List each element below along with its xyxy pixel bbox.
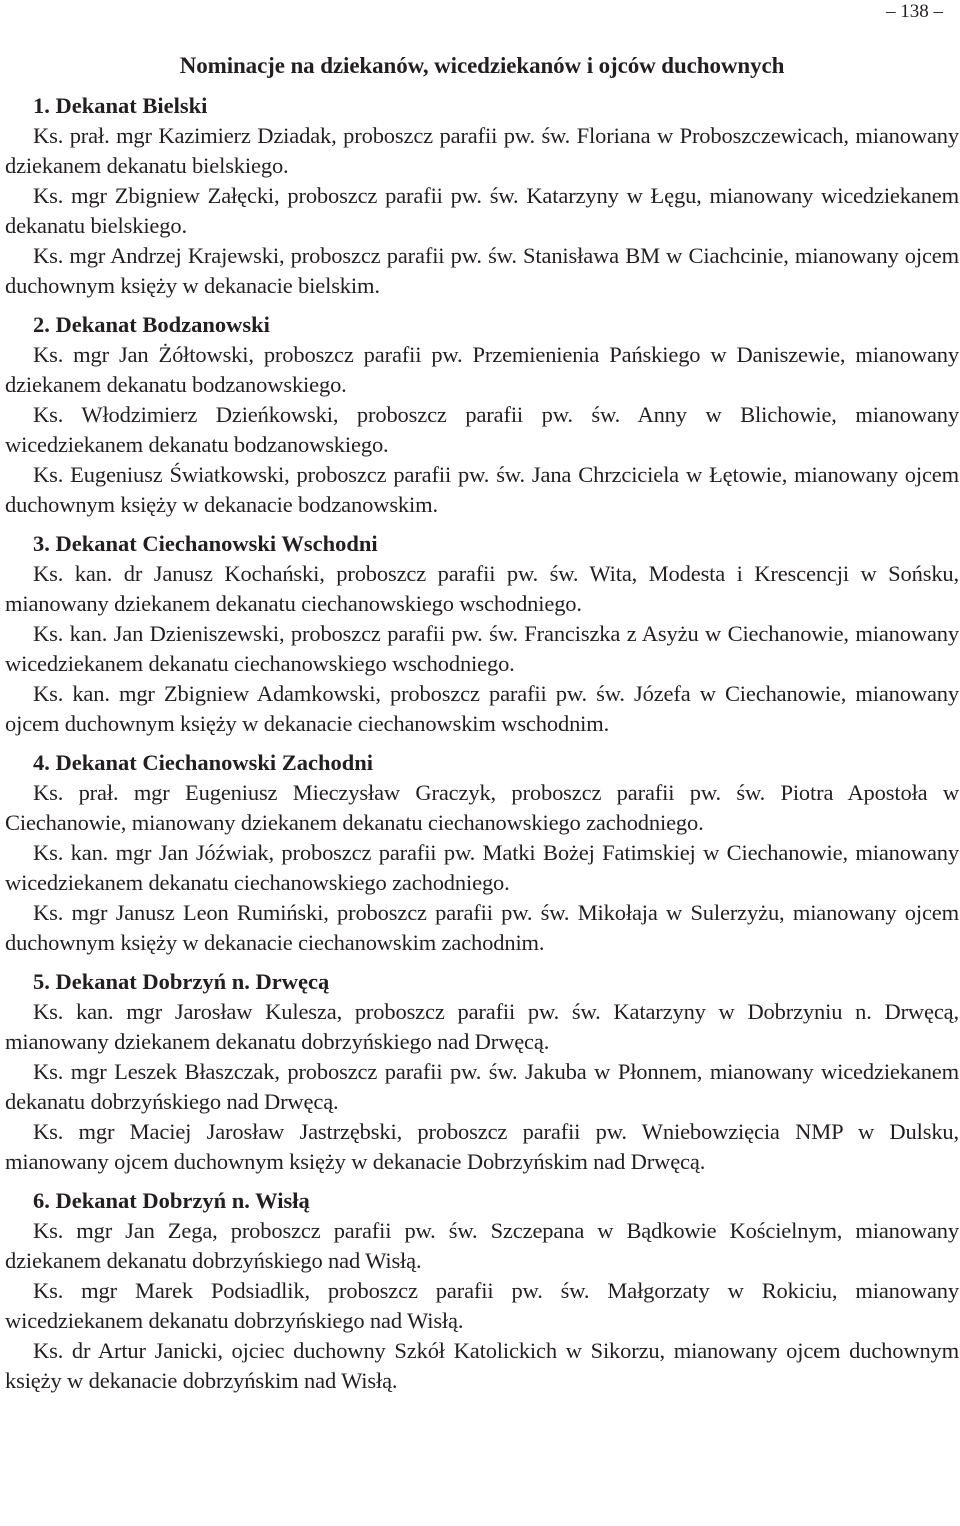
section-heading: 2. Dekanat Bodzanowski <box>33 312 270 337</box>
section-heading: 4. Dekanat Ciechanowski Zachodni <box>33 750 374 775</box>
nomination-entry: Ks. kan. mgr Jarosław Kulesza, proboszcz parafii pw. św. Katarzyny w Dobrzyniu n. Drwęcą, mianowany dziekanem dekanatu dobrzyńskiego nad Drwęcą. <box>5 999 959 1054</box>
nomination-entry: Ks. kan. Jan Dzieniszewski, proboszcz parafii pw. św. Franciszka z Asyżu w Ciechanowie, mianowany wicedziekanem dekanatu ciechanowskiego wschodniego. <box>5 621 959 676</box>
section-dekanat-bielski <box>5 91 959 301</box>
page-number: – 138 – <box>886 1 943 22</box>
nomination-entry: Ks. mgr Andrzej Krajewski, proboszcz parafii pw. św. Stanisława BM w Ciachcinie, mianowany ojcem duchownym księży w dekanacie bielskim. <box>5 243 959 298</box>
nomination-entry: Ks. mgr Janusz Leon Rumiński, proboszcz parafii pw. św. Mikołaja w Sulerzyżu, mianowany ojcem duchownym księży w dekanacie ciechanowskim zachodnim. <box>5 900 959 955</box>
document-page <box>5 0 959 1405</box>
nomination-entry: Ks. kan. dr Janusz Kochański, proboszcz parafii pw. św. Wita, Modesta i Krescencji w Sońsku, mianowany dziekanem dekanatu ciechanowskiego wschodniego. <box>5 561 959 616</box>
section-dekanat-bodzanowski <box>5 310 959 520</box>
nomination-entry: Ks. mgr Maciej Jarosław Jastrzębski, proboszcz parafii pw. Wniebowzięcia NMP w Dulsku, mianowany ojcem duchownym księży w dekanacie Dobrzyńskim nad Drwęcą. <box>5 1119 959 1174</box>
nomination-entry: Ks. dr Artur Janicki, ojciec duchowny Szkół Katolickich w Sikorzu, mianowany ojcem duchownym księży w dekanacie dobrzyńskim nad Wisłą. <box>5 1338 959 1393</box>
nomination-entry: Ks. mgr Zbigniew Załęcki, proboszcz parafii pw. św. Katarzyny w Łęgu, mianowany wicedziekanem dekanatu bielskiego. <box>5 183 959 238</box>
section-dekanat-dobrzyn-n-wisla <box>5 1186 959 1396</box>
section-heading: 1. Dekanat Bielski <box>33 93 208 118</box>
section-dekanat-ciechanowski-zachodni <box>5 748 959 958</box>
section-heading: 5. Dekanat Dobrzyń n. Drwęcą <box>33 969 330 994</box>
section-dekanat-ciechanowski-wschodni <box>5 529 959 739</box>
nomination-entry: Ks. mgr Jan Zega, proboszcz parafii pw. św. Szczepana w Bądkowie Kościelnym, mianowany dziekanem dekanatu dobrzyńskiego nad Wisłą. <box>5 1218 959 1273</box>
document-title: Nominacje na dziekanów, wicedziekanów i ojców duchownych <box>179 53 785 78</box>
nomination-entry: Ks. prał. mgr Eugeniusz Mieczysław Graczyk, proboszcz parafii pw. św. Piotra Apostoła w Ciechanowie, mianowany dziekanem dekanatu ciechanowskiego zachodniego. <box>5 780 959 835</box>
section-heading: 6. Dekanat Dobrzyń n. Wisłą <box>33 1188 310 1213</box>
nomination-entry: Ks. Włodzimierz Dzieńkowski, proboszcz parafii pw. św. Anny w Blichowie, mianowany wicedziekanem dekanatu bodzanowskiego. <box>5 402 959 457</box>
nomination-entry: Ks. mgr Marek Podsiadlik, proboszcz parafii pw. św. Małgorzaty w Rokiciu, mianowany wicedziekanem dekanatu dobrzyńskiego nad Wisłą. <box>5 1278 959 1333</box>
nomination-entry: Ks. prał. mgr Kazimierz Dziadak, proboszcz parafii pw. św. Floriana w Proboszczewicach, mianowany dziekanem dekanatu bielskiego. <box>5 123 959 178</box>
nomination-entry: Ks. mgr Leszek Błaszczak, proboszcz parafii pw. św. Jakuba w Płonnem, mianowany wicedziekanem dekanatu dobrzyńskiego nad Drwęcą. <box>5 1059 959 1114</box>
nomination-entry: Ks. mgr Jan Żółtowski, proboszcz parafii pw. Przemienienia Pańskiego w Daniszewie, mianowany dziekanem dekanatu bodzanowskiego. <box>5 342 959 397</box>
nomination-entry: Ks. kan. mgr Zbigniew Adamkowski, proboszcz parafii pw. św. Józefa w Ciechanowie, mianowany ojcem duchownym księży w dekanacie ciechanowskim wschodnim. <box>5 681 959 736</box>
section-dekanat-dobrzyn-n-drweca <box>5 967 959 1177</box>
section-heading: 3. Dekanat Ciechanowski Wschodni <box>33 531 378 556</box>
nomination-entry: Ks. kan. mgr Jan Jóźwiak, proboszcz parafii pw. Matki Bożej Fatimskiej w Ciechanowie, mianowany wicedziekanem dekanatu ciechanowskiego zachodniego. <box>5 840 959 895</box>
nomination-entry: Ks. Eugeniusz Światkowski, proboszcz parafii pw. św. Jana Chrzciciela w Łętowie, mianowany ojcem duchownym księży w dekanacie bodzanowskim. <box>5 462 959 517</box>
